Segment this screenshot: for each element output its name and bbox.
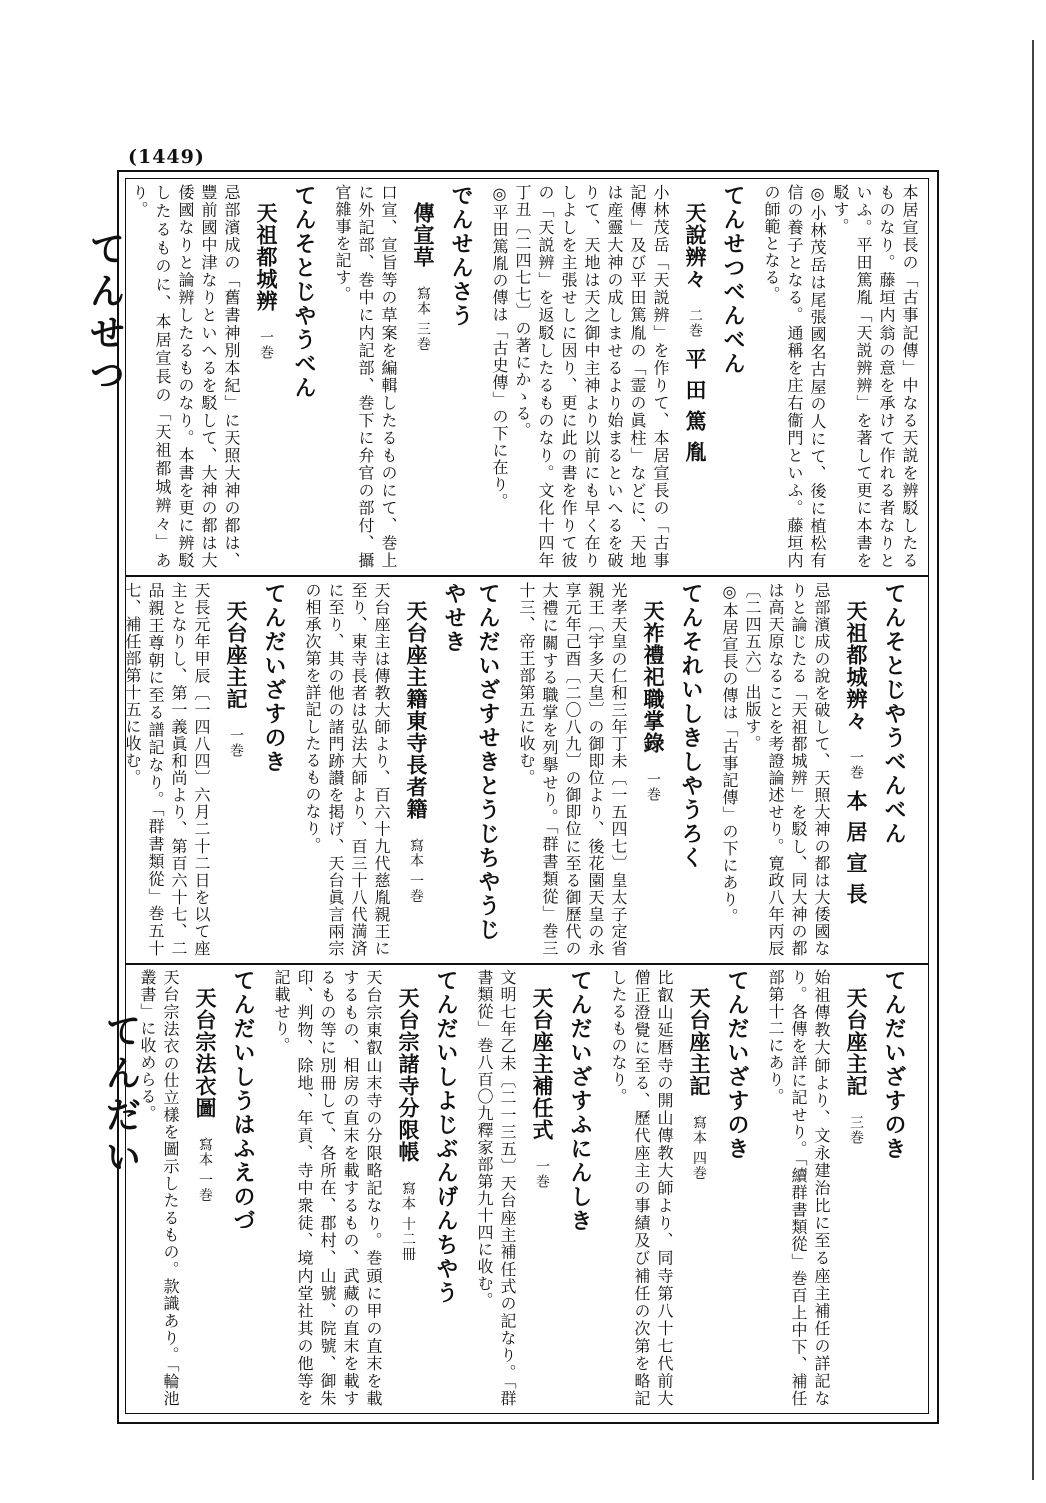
entry-reading: てんだいざすのき [724,969,750,1161]
entry-volumes: 寫本 一巻 [408,838,424,904]
entry-title: 傳宣草 [411,202,436,268]
entry-volumes: 寫本 三巻 [415,286,431,352]
entry-reading: てんそとじやうべん [291,184,317,400]
entry-title: 天說辨々 [683,202,708,290]
band-middle [123,582,921,957]
entry-reading: てんそれいしきしやうろく [678,582,704,870]
entry-body: 比叡山延暦寺の開山傳教大師より、同寺第八十七代前大僧正澄覺に至る、歷代座主の事績及び補任の次第を略記したるものなり。 [609,969,674,1407]
entry-title: 天台座主記 [844,987,869,1097]
entry-body: 始祖傳教大師より、文永建治比に至る座主補任の詳記なり。各傳を詳に記せり。「續群書類從」巻百上中下、補任部第十二にあり。 [766,969,831,1407]
entry-title: 天台座主籍東寺長者籍 [404,600,429,820]
entry-body: 天台宗東叡山末寺の分限略記なり。巻頭に甲の直末を載するもの、相房の直末を載するもの、武藏の直末を載するもの等に別冊して、各所在、郡村、山號、院號、御朱印、判物、除地、年貢、寺中衆徒、境内堂社其の他等を記載せり。 [272,969,383,1407]
entry-reading: てんだいざすふにんしき [567,969,593,1233]
entry-reading: てんだいしうはふえのづ [230,969,256,1233]
entry-volumes: 二巻 [687,308,703,338]
entry-volumes: 三巻 [848,1115,864,1145]
entry-title-line [678,184,712,569]
entry-title-line [406,184,440,569]
entry-title-line [525,969,559,1407]
entry-volumes: 寫本 四巻 [691,1115,707,1181]
entry-title: 天台座主記 [224,600,249,710]
entry-title: 天祖都城辨 [254,202,279,312]
entry-volumes: 一巻 [534,1159,550,1189]
entry-body: 忌部濱成の「舊書神別本紀」に天照大神の都は、豐前國中津なりといへるを駁して、大神の都は大倭國なりと論辨したるものなり。本書を更に辨駁したるものに、本居宣長の「天祖都城辨々」あり。 [130,184,241,569]
note: ◎小林茂岳は尾張國名古屋の人にて、後に植松有信の養子となる。通稱を庄右衞門といふ。藤垣内の師範となる。 [762,184,827,569]
entry-title-line [399,582,433,957]
band-top [131,184,921,569]
entry-volumes: 寫本 十二冊 [400,1181,416,1262]
continuation-text: 本居宣長の「古事記傳」中なる天説を辨駁したるものなり。藤垣内翁の意を承けて作れる者なりといふ。平田篤胤「天説辨辨」を著して更に本書を駁す。 [831,184,919,569]
entry-title-line [636,582,670,957]
entry-body: 天長元年甲辰〔一四八四〕六月二十二日を以て座主となりし、第一義眞和尚より、第百六十七、二品親王尊朝に至る譜記なり。「群書類從」巻五十七、補任部第十五に收む。 [123,582,211,957]
entry-body: 文明七年乙未〔二一三五〕天台座主補任式の記なり。「群書類從」巻八百〇九釋家部第九十四に收む。 [475,969,517,1407]
entry-title: 天台宗諸寺分限帳 [396,987,421,1163]
entry-title-line [839,582,873,957]
band-bottom [131,969,921,1407]
entry-reading: てんせつべんべん [720,184,746,376]
entry-reading: てんだいしよじぶんげんちやう [433,969,459,1305]
entry-body: 口宣、宣旨等の草案を編輯したるものにて、巻上に外記部、巻中に内記部、巻下に弁官の部付、攝官雜事を記す。 [333,184,398,569]
note: ◎平田篤胤の傳は「古史傳」の下に在り。 [490,184,509,510]
entry-title-line [249,184,283,569]
entry-title-line [188,969,222,1407]
entry-volumes: 一巻 [228,728,244,758]
entry-title-line [839,969,873,1407]
section-heading-tendai: てんだい [100,1012,142,1180]
band-divider-1 [125,575,929,577]
entry-reading: でんせんさう [448,184,474,328]
entry-volumes: 一巻 [258,330,274,360]
entry-reading: てんだいざすのき [261,582,287,774]
page-edge-rule [1032,40,1034,1480]
entry-title: 天祖都城辨々 [844,600,869,732]
entry-body: 忌部濱成の說を破して、天照大神の都は大倭國なりと論じたる「天祖都城辨」を駁し、同大神の都は高天原なることを考證論述せり。寛政八年丙辰〔二四五六〕出版す。 [743,582,831,957]
note: ◎本居宣長の傳は「古事記傳」の下にあり。 [720,582,739,925]
entry-title: 天祚禮祀職掌錄 [641,600,666,754]
entry-body: 天台宗法衣の仕立樣を圖示したるもの。款識あり。「輪池叢書」に收めらる。 [138,969,180,1407]
entry-title-line [682,969,716,1407]
entry-title: 天台座主記 [687,987,712,1097]
entry-title: 天台座主補任式 [530,987,555,1141]
page-number: (1449) [128,146,205,168]
section-heading-tensetsu: てんせつ [84,230,126,398]
entry-author: 本居宣長 [844,790,869,914]
entry-title-line [219,582,253,957]
entry-reading: てんだいざすせきとうじちやうじやせき [441,582,501,942]
entry-reading: てんそとじやうべんべん [881,582,907,846]
entry-volumes: 一巻 [848,750,864,780]
entry-title-line [391,969,425,1407]
entry-reading: てんだいざすのき [881,969,907,1161]
entry-body: 天台座主は傳教大師より、百六十九代慈胤親王に至り、東寺長者は弘法大師より、百三十八代満済に至り、其の他の諸門跡讃を掲げ、天台眞言兩宗の相承次第を詳記したるものなり。 [303,582,391,957]
entry-body: 小林茂岳「天説辨」を作りて、本居宣長の「古事記傳」及び平田篤胤の「霊の眞柱」などに、天地は産靈大神の成しませるより始まるといへるを破りて、天地は天之御中主神より以前にも早く在りしよしを主張せしに因り、更に此の書を作りて彼の「天説辨」を返駁したるものなり。文化十四年丁丑〔二四七七〕の著にかゝる。 [513,184,670,569]
entry-volumes: 寫本 一巻 [197,1137,213,1203]
entry-title: 天台宗法衣圖 [193,987,218,1119]
entry-body: 光孝天皇の仁和三年丁未〔一五四七〕皇太子定省親王〔宇多天皇〕の御即位より、後花園天皇の永享元年己酉〔二〇八九〕の御即位に至る御歷代の大禮に關する職掌を列擧せり。「群書類從」巻三十三、帝王部第五に收む。 [517,582,628,957]
band-divider-2 [125,963,929,965]
entry-volumes: 一巻 [645,772,661,802]
entry-author: 平田篤胤 [683,348,708,472]
